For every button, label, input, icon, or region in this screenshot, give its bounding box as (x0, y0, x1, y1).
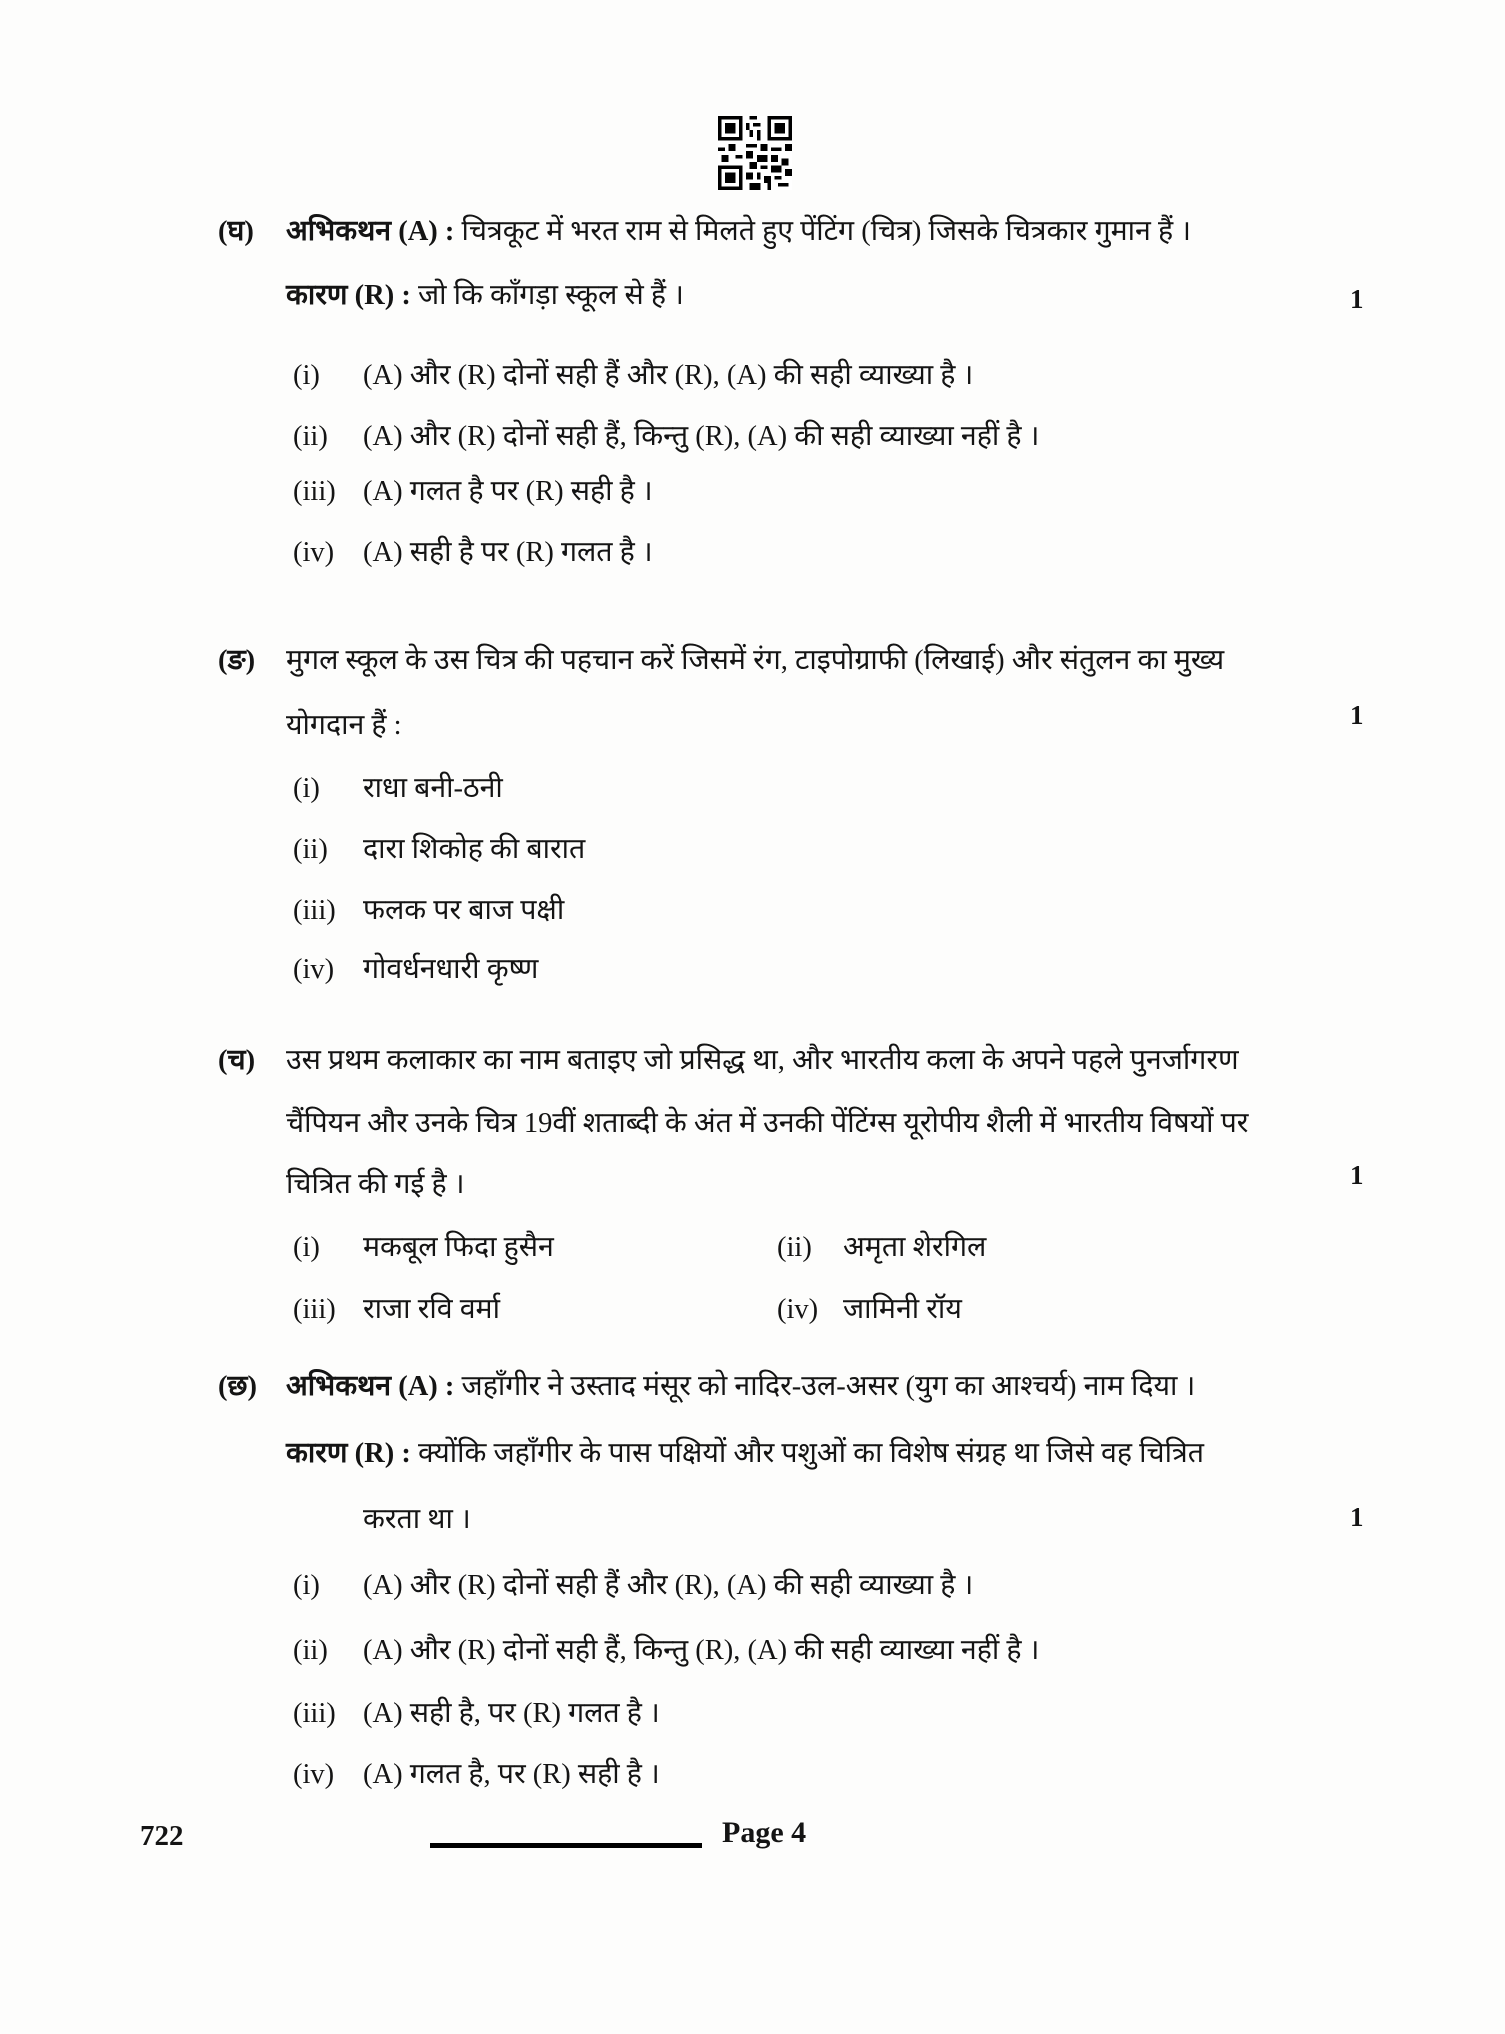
option-text: राधा बनी-ठनी (363, 773, 503, 804)
assertion-text: जहाँगीर ने उस्ताद मंसूर को नादिर-उल-असर (युग का आश्चर्य) नाम दिया । (461, 1371, 1196, 1402)
marks-value: 1 (1350, 700, 1364, 730)
marks-value: 1 (1350, 1160, 1364, 1190)
option-text: फलक पर बाज पक्षी (363, 895, 565, 926)
question-label-chha: (छ) (218, 1371, 257, 1402)
assertion-line (286, 1367, 1195, 1407)
option-text: गोवर्धनधारी कृष्ण (363, 954, 539, 985)
question-text-line: मुगल स्कूल के उस चित्र की पहचान करें जिसमें रंग, टाइपोग्राफी (लिखाई) और संतुलन का मुख्य (286, 645, 1225, 676)
option-text: (A) गलत है, पर (R) सही है । (363, 1759, 660, 1790)
reason-label: कारण (R) : (286, 280, 411, 311)
option-numeral: (iii) (293, 1698, 336, 1729)
option-text: (A) और (R) दोनों सही हैं और (R), (A) की सही व्याख्या है । (363, 360, 974, 391)
qr-code (718, 116, 792, 190)
option-text: अमृता शेरगिल (843, 1232, 987, 1263)
option-numeral: (i) (293, 773, 320, 804)
marks-value: 1 (1350, 284, 1364, 314)
question-label-nga: (ङ) (218, 645, 256, 676)
footer-paper-code: 722 (140, 1820, 184, 1852)
option-text: (A) और (R) दोनों सही हैं, किन्तु (R), (A) की सही व्याख्या नहीं है । (363, 1635, 1040, 1666)
option-text: दारा शिकोह की बारात (363, 834, 586, 865)
option-text: राजा रवि वर्मा (363, 1294, 500, 1325)
option-text: (A) और (R) दोनों सही हैं और (R), (A) की सही व्याख्या है । (363, 1570, 974, 1601)
option-numeral: (iii) (293, 1294, 336, 1325)
footer-rule (430, 1843, 702, 1848)
reason-line (286, 1434, 1204, 1474)
reason-text-continued: करता था । (363, 1504, 471, 1535)
assertion-line (286, 212, 1191, 252)
assertion-text: चित्रकूट में भरत राम से मिलते हुए पेंटिंग (चित्र) जिसके चित्रकार गुमान हैं । (461, 216, 1192, 247)
reason-text: क्योंकि जहाँगीर के पास पक्षियों और पशुओं का विशेष संग्रह था जिसे वह चित्रित (417, 1438, 1204, 1469)
option-numeral: (iv) (293, 1759, 335, 1790)
option-numeral: (ii) (293, 1635, 328, 1666)
question-label-cha: (च) (218, 1045, 256, 1076)
option-numeral: (i) (293, 360, 320, 391)
option-numeral: (ii) (777, 1232, 812, 1263)
option-numeral: (i) (293, 1232, 320, 1263)
question-text-line: उस प्रथम कलाकार का नाम बताइए जो प्रसिद्ध था, और भारतीय कला के अपने पहले पुनर्जागरण (286, 1045, 1239, 1076)
option-numeral: (iii) (293, 895, 336, 926)
option-numeral: (iii) (293, 476, 336, 507)
question-text-line: चैंपियन और उनके चित्र 19वीं शताब्दी के अंत में उनकी पेंटिंग्स यूरोपीय शैली में भारतीय विषयों पर (286, 1108, 1249, 1139)
option-text: मकबूल फिदा हुसैन (363, 1232, 554, 1263)
assertion-label: अभिकथन (A) : (286, 216, 455, 247)
option-numeral: (iv) (293, 537, 335, 568)
option-text: जामिनी रॉय (843, 1294, 962, 1325)
question-text-line: योगदान हैं : (286, 710, 402, 741)
reason-text: जो कि काँगड़ा स्कूल से हैं । (417, 280, 684, 311)
footer-page-number: Page 4 (722, 1816, 807, 1849)
option-text: (A) सही है पर (R) गलत है । (363, 537, 653, 568)
marks-value: 1 (1350, 1502, 1364, 1532)
option-numeral: (ii) (293, 834, 328, 865)
option-text: (A) और (R) दोनों सही हैं, किन्तु (R), (A) की सही व्याख्या नहीं है । (363, 421, 1040, 452)
question-text-line: चित्रित की गई है । (286, 1169, 465, 1200)
assertion-label: अभिकथन (A) : (286, 1371, 455, 1402)
question-label-gha: (घ) (218, 216, 254, 247)
option-text: (A) सही है, पर (R) गलत है । (363, 1698, 660, 1729)
reason-label: कारण (R) : (286, 1438, 411, 1469)
option-numeral: (ii) (293, 421, 328, 452)
option-numeral: (iv) (293, 954, 335, 985)
option-text: (A) गलत है पर (R) सही है । (363, 476, 653, 507)
option-numeral: (iv) (777, 1294, 819, 1325)
option-numeral: (i) (293, 1570, 320, 1601)
reason-line (286, 276, 684, 316)
